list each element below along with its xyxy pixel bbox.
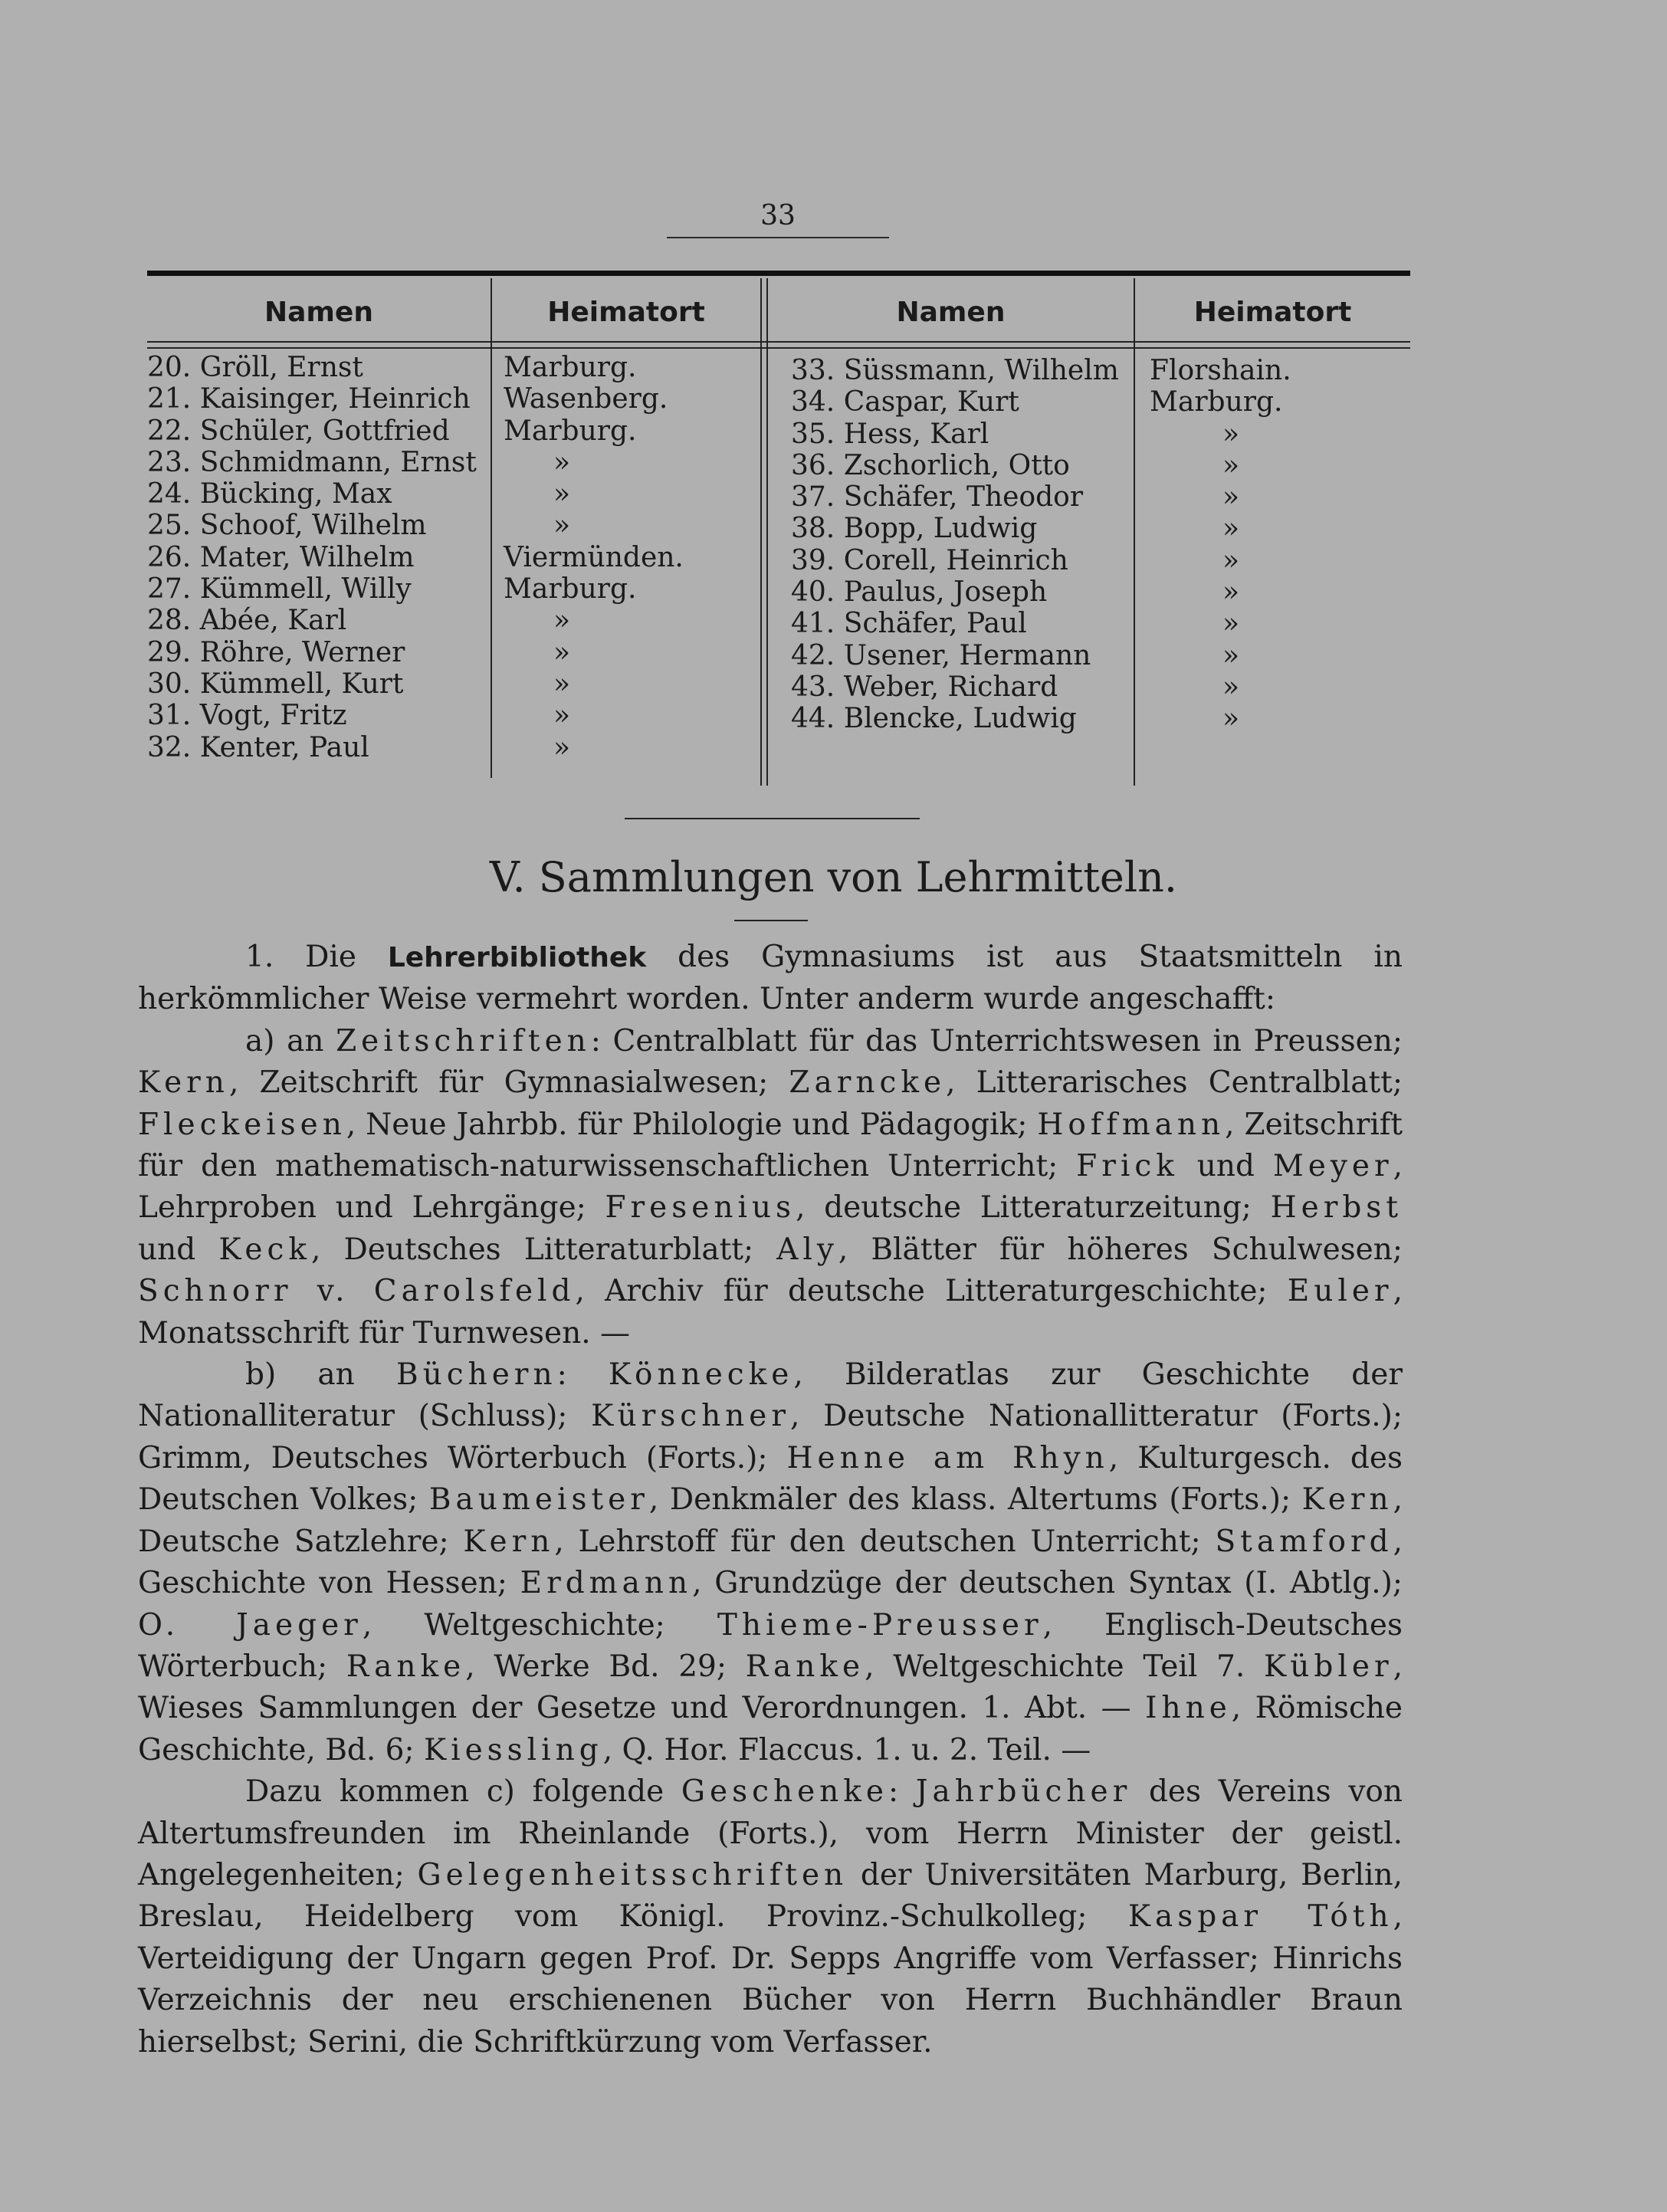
text-run: , Lehrproben und Lehrgänge;: [138, 1149, 1403, 1226]
paragraph-library: [138, 937, 1403, 1021]
author-name: Kaspar Tóth: [1127, 1899, 1393, 1935]
column-divider: [1134, 278, 1135, 786]
author-name: Fleckeisen: [138, 1107, 346, 1142]
places-column-left: [504, 352, 756, 763]
table-row: 25. Schoof, Wilhelm: [147, 510, 427, 542]
author-name: Kürschner: [591, 1399, 791, 1434]
table-row: 23. Schmidmann, Ernst: [147, 446, 477, 478]
text-run: , Weltgeschichte Teil 7.: [865, 1649, 1265, 1684]
text-run: , Lehrstoff für den deutschen Unterricht;: [554, 1524, 1216, 1559]
column-divider: [766, 278, 768, 786]
header-place-right: Heimatort: [1193, 297, 1352, 328]
table-row: 37. Schäfer, Theodor: [791, 481, 1084, 514]
table-row: 32. Kenter, Paul: [147, 731, 369, 763]
spaced-term: Büchern: [395, 1357, 557, 1393]
page-number: 33: [760, 200, 796, 231]
author-name: Meyer: [1272, 1149, 1393, 1184]
text-run: :: [888, 1774, 916, 1810]
paragraph-books: [138, 1354, 1403, 1771]
ditto-mark: »: [1222, 418, 1240, 450]
ditto-mark: »: [1222, 576, 1240, 609]
places-column-right: [1150, 355, 1406, 735]
author-name: Könnecke: [608, 1357, 794, 1393]
text-run: , Verteidigung der Ungarn gegen Prof. Dr. Sepps Angriffe vom Verfasser; Hinrichs Verzeichnis der neu erschienenen Bücher von Herrn Buchhändler Braun hierselbst; Serini, die Schriftkürzung vom Verfasser.: [138, 1899, 1403, 2059]
table-row: 43. Weber, Richard: [791, 671, 1058, 703]
text-run: , Zeitschrift für Gymnasialwesen;: [228, 1065, 789, 1101]
ditto-mark: »: [553, 731, 571, 763]
section-divider-rule: [625, 818, 920, 819]
text-run: , Zeitschrift für den mathematisch-naturwissenschaftlichen Unterricht;: [138, 1107, 1403, 1184]
table-row: 21. Kaisinger, Heinrich: [147, 383, 471, 415]
ditto-mark: »: [553, 700, 571, 732]
text-run: :: [556, 1357, 609, 1393]
author-name: Kiessling: [423, 1732, 603, 1767]
text-run: b) an: [245, 1357, 396, 1393]
bold-term: Lehrerbibliothek: [387, 942, 647, 973]
ditto-mark: »: [1222, 671, 1240, 703]
table-row: 36. Zschorlich, Otto: [791, 449, 1070, 481]
student-table: [147, 271, 1410, 780]
section-title: V. Sammlungen von Lehrmitteln.: [489, 853, 1178, 901]
text-run: , Deutsches Litteraturblatt;: [310, 1232, 777, 1267]
ditto-mark: »: [553, 446, 571, 478]
table-cell: Marburg.: [504, 415, 637, 447]
author-name: Ihne: [1145, 1691, 1232, 1726]
author-name: Frick: [1076, 1149, 1179, 1184]
text-run: , deutsche Litteraturzeitung;: [796, 1190, 1271, 1226]
ditto-mark: »: [553, 478, 571, 510]
author-name: Euler: [1287, 1274, 1393, 1309]
author-name: Hoffmann: [1037, 1107, 1226, 1142]
header-place-left: Heimatort: [547, 297, 705, 328]
paragraph-periodicals: [138, 1021, 1403, 1354]
names-column-right: [791, 355, 1128, 735]
table-row: 20. Gröll, Ernst: [147, 352, 363, 383]
text-run: a) an: [245, 1023, 336, 1058]
text-run: , Geschichte von Hessen;: [138, 1524, 1403, 1601]
table-row: 34. Caspar, Kurt: [791, 386, 1019, 418]
author-name: Zarncke: [789, 1065, 947, 1101]
text-run: , Römische Geschichte, Bd. 6;: [138, 1691, 1403, 1767]
text-run: , Grundzüge der deutschen Syntax (I. Abtlg.);: [692, 1566, 1403, 1601]
paragraph-gifts: [138, 1771, 1403, 2063]
table-header-rule-double: [147, 347, 1410, 349]
names-column-left: [147, 352, 484, 763]
ditto-mark: »: [1222, 608, 1240, 640]
table-cell: Wasenberg.: [504, 383, 668, 415]
spaced-term: Jahrbücher: [915, 1774, 1132, 1810]
table-cell: Viermünden.: [504, 541, 684, 573]
author-name: Thieme-Preusser: [717, 1607, 1043, 1643]
spaced-term: Zeitschriften: [336, 1023, 591, 1058]
table-row: 33. Süssmann, Wilhelm: [791, 355, 1119, 386]
table-header-rule: [147, 341, 1410, 343]
author-name: Aly: [776, 1232, 838, 1267]
table-cell: Marburg.: [504, 573, 637, 606]
table-row: 28. Abée, Karl: [147, 605, 347, 637]
author-name: Kübler: [1264, 1649, 1393, 1684]
table-row: 44. Blencke, Ludwig: [791, 703, 1077, 735]
author-name: Ranke: [346, 1649, 466, 1684]
header-names-left: Namen: [264, 297, 373, 328]
text-run: und: [138, 1232, 219, 1267]
ditto-mark: »: [553, 636, 571, 668]
page-number-rule: [667, 237, 889, 238]
ditto-mark: »: [1222, 449, 1240, 481]
table-row: 38. Bopp, Ludwig: [791, 513, 1038, 545]
table-row: 41. Schäfer, Paul: [791, 608, 1027, 640]
table-row: 31. Vogt, Fritz: [147, 700, 347, 732]
column-divider: [760, 278, 762, 786]
ditto-mark: »: [553, 510, 571, 542]
ditto-mark: »: [1222, 703, 1240, 735]
table-top-rule: [147, 271, 1410, 276]
table-cell: Marburg.: [1150, 386, 1283, 418]
text-run: , Deutsche Nationallitteratur (Forts.); Grimm, Deutsches Wörterbuch (Forts.);: [138, 1399, 1403, 1475]
author-name: Baumeister: [428, 1482, 649, 1518]
text-run: , Blätter für höheres Schulwesen;: [838, 1232, 1403, 1267]
table-row: 30. Kümmell, Kurt: [147, 668, 404, 700]
text-run: Dazu kommen c) folgende: [245, 1774, 681, 1810]
text-run: , Monatsschrift für Turnwesen. —: [138, 1274, 1403, 1351]
text-run: und: [1178, 1149, 1273, 1184]
text-run: des Gymnasiums ist aus Staatsmitteln in herkömmlicher Weise vermehrt worden. Unter anderm wurde angeschafft:: [138, 940, 1403, 1017]
table-cell: Florshain.: [1150, 355, 1291, 386]
table-row: 27. Kümmell, Willy: [147, 573, 412, 606]
author-name: Herbst: [1270, 1190, 1403, 1226]
table-row: 29. Röhre, Werner: [147, 636, 405, 668]
ditto-mark: »: [553, 668, 571, 700]
author-name: Schnorr v. Carolsfeld: [138, 1274, 576, 1309]
table-row: 39. Corell, Heinrich: [791, 544, 1068, 576]
text-run: , Archiv für deutsche Litteraturgeschichte;: [575, 1274, 1288, 1309]
text-run: , Deutsche Satzlehre;: [138, 1482, 1403, 1559]
author-name: Keck: [218, 1232, 311, 1267]
text-run: 1. Die: [245, 940, 388, 974]
text-run: der Universitäten Marburg, Berlin, Breslau, Heidelberg vom Königl. Provinz.-Schulkolleg;: [138, 1857, 1403, 1935]
text-run: , Werke Bd. 29;: [465, 1649, 746, 1684]
text-run: , Kulturgesch. des Deutschen Volkes;: [138, 1440, 1403, 1518]
table-row: 40. Paulus, Joseph: [791, 576, 1048, 609]
text-run: , Denkmäler des klass. Altertums (Forts.);: [648, 1482, 1302, 1518]
table-cell: Marburg.: [504, 352, 637, 383]
text-run: , Wieses Sammlungen der Gesetze und Verordnungen. 1. Abt. —: [138, 1649, 1403, 1726]
section-title-underline: [734, 920, 808, 921]
table-row: 22. Schüler, Gottfried: [147, 415, 450, 447]
text-run: , Neue Jahrbb. für Philologie und Pädagogik;: [346, 1107, 1038, 1142]
author-name: Kern: [463, 1524, 555, 1559]
ditto-mark: »: [553, 605, 571, 637]
text-run: , Q. Hor. Flaccus. 1. u. 2. Teil. —: [602, 1732, 1091, 1767]
ditto-mark: »: [1222, 544, 1240, 576]
body-text: [138, 937, 1403, 2063]
spaced-term: Gelegenheitsschriften: [417, 1857, 848, 1892]
ditto-mark: »: [1222, 513, 1240, 545]
author-name: Henne am Rhyn: [786, 1440, 1109, 1475]
table-row: 26. Mater, Wilhelm: [147, 541, 415, 573]
ditto-mark: »: [1222, 639, 1240, 671]
text-run: , Bilderatlas zur Geschichte der Nationalliteratur (Schluss);: [138, 1357, 1403, 1434]
text-run: : Centralblatt für das Unterrichtswesen in Preussen;: [590, 1023, 1403, 1058]
header-names-right: Namen: [896, 297, 1006, 328]
text-run: , Englisch-Deutsches Wörterbuch;: [138, 1607, 1403, 1684]
column-divider: [491, 278, 492, 778]
table-row: 24. Bücking, Max: [147, 478, 392, 510]
author-name: Fresenius: [605, 1190, 796, 1226]
author-name: Kern: [138, 1065, 229, 1101]
author-name: O. Jaeger: [138, 1607, 363, 1643]
author-name: Erdmann: [520, 1566, 693, 1601]
table-row: 35. Hess, Karl: [791, 418, 989, 450]
text-run: des Vereins von Altertumsfreunden im Rheinlande (Forts.), vom Herrn Minister der geistl. Angelegenheiten;: [138, 1774, 1403, 1892]
ditto-mark: »: [1222, 481, 1240, 514]
author-name: Ranke: [745, 1649, 865, 1684]
text-run: , Litterarisches Centralblatt;: [946, 1065, 1403, 1101]
text-run: , Weltgeschichte;: [362, 1607, 717, 1643]
author-name: Stamford: [1215, 1524, 1393, 1559]
table-row: 42. Usener, Hermann: [791, 639, 1091, 671]
author-name: Kern: [1301, 1482, 1393, 1518]
spaced-term: Geschenke: [681, 1774, 888, 1810]
